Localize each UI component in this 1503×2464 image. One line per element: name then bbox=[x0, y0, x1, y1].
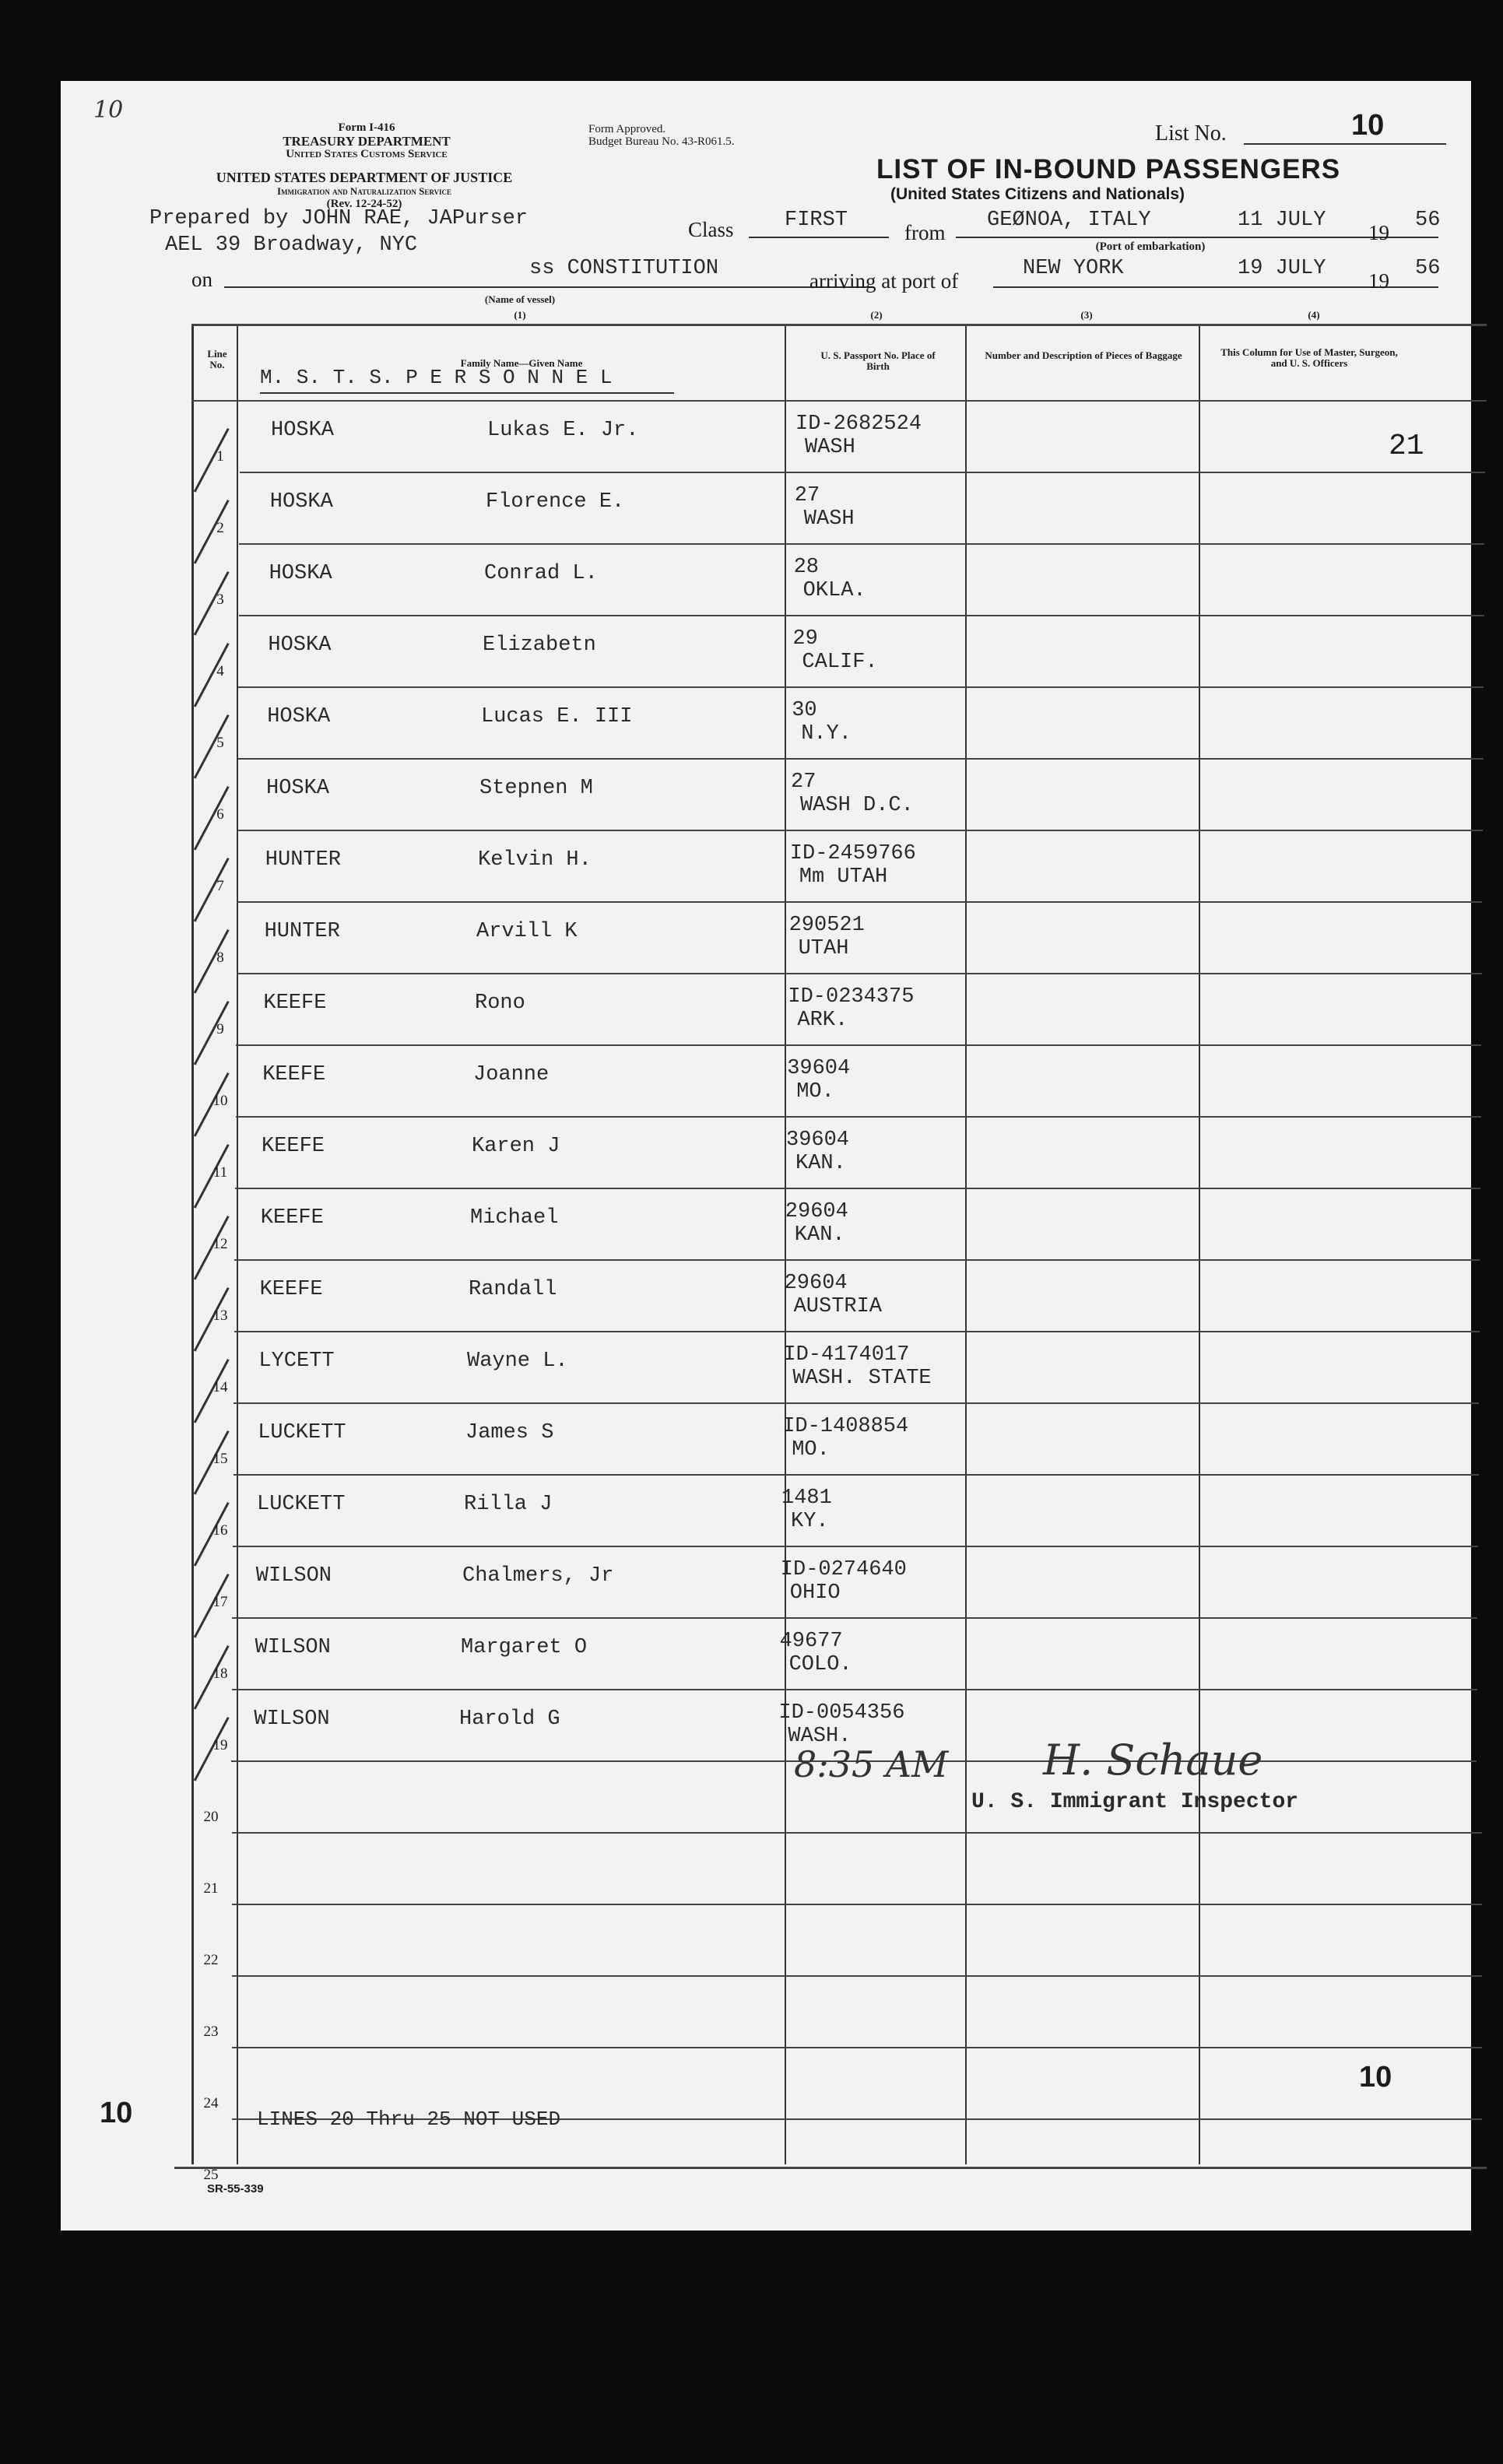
family-name: KEEFE bbox=[262, 1135, 325, 1158]
birthplace: KY. bbox=[791, 1510, 829, 1533]
approved-label: Form Approved. bbox=[588, 123, 666, 135]
line-number: 23 bbox=[203, 2023, 219, 2040]
class-label: Class bbox=[688, 218, 734, 241]
line-number: 6 bbox=[216, 806, 224, 823]
form-header-block bbox=[254, 121, 479, 161]
passport-number: ID-2459766 bbox=[789, 842, 916, 865]
line-number: 22 bbox=[203, 1952, 219, 1968]
passenger-list-sheet bbox=[61, 81, 1471, 2231]
line-number: 10 bbox=[212, 1093, 228, 1109]
passport-number: 29604 bbox=[784, 1272, 848, 1295]
birthplace: N.Y. bbox=[801, 722, 852, 746]
line-number: 15 bbox=[212, 1451, 228, 1467]
table-top-border bbox=[191, 324, 1487, 326]
list-no-label: List No. bbox=[1155, 121, 1227, 146]
passport-number: 39604 bbox=[787, 1057, 851, 1080]
inspector-title: U. S. Immigrant Inspector bbox=[971, 1790, 1299, 1814]
line-number: 21 bbox=[203, 1880, 219, 1897]
given-name: Conrad L. bbox=[484, 562, 598, 585]
row-divider bbox=[232, 1832, 1482, 1834]
birthplace: WASH bbox=[805, 436, 855, 459]
col-header-line: Line No. bbox=[207, 348, 227, 370]
family-name: KEEFE bbox=[263, 992, 327, 1015]
given-name: Kelvin H. bbox=[478, 848, 592, 872]
row-divider bbox=[235, 1188, 1480, 1189]
birthplace: MO. bbox=[792, 1438, 830, 1462]
corner-mark: 10 bbox=[93, 97, 124, 124]
page-title: LIST OF IN-BOUND PASSENGERS bbox=[876, 154, 1341, 184]
prepared-address: AEL 39 Broadway, NYC bbox=[165, 233, 418, 257]
arrival-date: 19 JULY bbox=[1238, 257, 1326, 280]
row-divider bbox=[234, 1402, 1479, 1404]
row-divider bbox=[236, 1116, 1481, 1118]
table-bottom-border bbox=[174, 2167, 1487, 2169]
lines-not-used: LINES 20 Thru 25 NOT USED bbox=[257, 2108, 561, 2131]
from-label: from bbox=[904, 221, 946, 244]
page-stamp: 10 bbox=[1359, 2061, 1392, 2094]
vessel-caption: (Name of vessel) bbox=[484, 293, 556, 305]
col3-number: (3) bbox=[1080, 309, 1093, 321]
passport-number: 1481 bbox=[781, 1486, 832, 1510]
family-name: HOSKA bbox=[269, 562, 332, 585]
row-divider bbox=[234, 1259, 1480, 1261]
row-divider bbox=[232, 2047, 1482, 2048]
row-divider bbox=[232, 1975, 1482, 1977]
col-header-officers: This Column for Use of Master, Surgeon, and U. S. Officers bbox=[1220, 346, 1398, 369]
passport-number: ID-1408854 bbox=[782, 1415, 909, 1438]
on-label: on bbox=[191, 268, 212, 291]
row-divider bbox=[232, 1904, 1482, 1905]
justice-label: UNITED STATES DEPARTMENT OF JUSTICE bbox=[216, 170, 513, 185]
row-divider bbox=[232, 1689, 1477, 1690]
row-divider bbox=[238, 686, 1484, 688]
table-name-border bbox=[785, 324, 786, 2164]
col-header-group: M. S. T. S. P E R S O N N E L bbox=[260, 366, 613, 389]
family-name: KEEFE bbox=[259, 1278, 323, 1301]
passport-number: ID-2682524 bbox=[795, 412, 922, 436]
from-value: GEØNOA, ITALY bbox=[987, 209, 1151, 232]
treasury-label: TREASURY DEPARTMENT bbox=[283, 134, 451, 149]
justice-block bbox=[201, 171, 528, 211]
row-divider bbox=[232, 1617, 1477, 1619]
family-name: LUCKETT bbox=[257, 1493, 346, 1516]
class-value: FIRST bbox=[785, 209, 848, 232]
line-number: 24 bbox=[203, 2095, 219, 2111]
arrival-year-prefix: 19 bbox=[1368, 269, 1389, 293]
side-stamp: 10 bbox=[100, 2097, 133, 2129]
group-underline bbox=[260, 392, 674, 394]
line-number: 7 bbox=[216, 878, 224, 894]
given-name: Margaret O bbox=[461, 1636, 588, 1659]
table-header-border bbox=[191, 400, 1487, 402]
family-name: HUNTER bbox=[265, 848, 342, 872]
given-name: Wayne L. bbox=[467, 1350, 568, 1373]
col-header-name: Family Name—Given Name bbox=[460, 357, 583, 369]
family-name: KEEFE bbox=[260, 1206, 324, 1230]
list-no-underline bbox=[1244, 143, 1446, 145]
given-name: Florence E. bbox=[486, 490, 625, 514]
passport-number: 28 bbox=[793, 556, 819, 579]
passport-number: 27 bbox=[794, 484, 820, 507]
family-name: HOSKA bbox=[271, 419, 335, 442]
col2-number: (2) bbox=[870, 309, 883, 321]
line-number: 18 bbox=[212, 1665, 228, 1682]
depart-year-prefix: 19 bbox=[1368, 221, 1389, 244]
col4-number: (4) bbox=[1308, 309, 1320, 321]
given-name: Joanne bbox=[473, 1063, 550, 1086]
col-header-passport: U. S. Passport No. Place of Birth bbox=[820, 349, 936, 372]
inspector-signature: H. Schaue bbox=[1043, 1736, 1263, 1785]
passport-number: ID-0054356 bbox=[778, 1701, 905, 1725]
birthplace: CALIF. bbox=[802, 651, 878, 674]
line-number: 5 bbox=[216, 735, 224, 751]
passport-number: 29604 bbox=[785, 1200, 848, 1223]
birthplace: ARK. bbox=[797, 1009, 848, 1032]
passport-number: 290521 bbox=[788, 914, 865, 937]
birthplace: COLO. bbox=[788, 1653, 852, 1676]
given-name: Michael bbox=[470, 1206, 559, 1230]
given-name: Stepnen M bbox=[479, 777, 593, 800]
family-name: HUNTER bbox=[264, 920, 340, 943]
birthplace: WASH. STATE bbox=[792, 1367, 932, 1390]
depart-date: 11 JULY bbox=[1238, 209, 1326, 232]
footer-code: SR-55-339 bbox=[207, 2182, 264, 2195]
passport-number: 49677 bbox=[779, 1630, 843, 1653]
from-underline bbox=[956, 237, 1438, 238]
birthplace: UTAH bbox=[798, 937, 849, 960]
family-name: HOSKA bbox=[269, 490, 333, 514]
row-divider bbox=[238, 758, 1484, 760]
family-name: WILSON bbox=[255, 1564, 332, 1588]
passenger-count: 21 bbox=[1389, 430, 1424, 463]
given-name: Rilla J bbox=[464, 1493, 553, 1516]
line-number: 4 bbox=[216, 663, 224, 679]
row-divider bbox=[237, 973, 1482, 974]
table-left-border bbox=[191, 324, 194, 2164]
table-linecol-border bbox=[237, 324, 238, 2164]
line-number: 13 bbox=[212, 1307, 228, 1324]
birthplace: WASH bbox=[803, 507, 855, 531]
given-name: Harold G bbox=[459, 1708, 560, 1731]
depart-year: 56 bbox=[1415, 209, 1441, 232]
passport-number: ID-0234375 bbox=[788, 985, 915, 1009]
passport-number: 39604 bbox=[786, 1128, 850, 1152]
row-divider bbox=[239, 543, 1484, 545]
row-divider bbox=[236, 1044, 1481, 1046]
port-embark-caption: (Port of embarkation) bbox=[1095, 240, 1206, 253]
line-number: 2 bbox=[216, 520, 224, 536]
ins-label: Immigration and Naturalization Service bbox=[276, 185, 452, 197]
vessel-underline bbox=[224, 286, 870, 288]
arrival-port: NEW YORK bbox=[1023, 257, 1124, 280]
arrival-year: 56 bbox=[1415, 257, 1441, 280]
row-divider bbox=[237, 901, 1482, 903]
family-name: HOSKA bbox=[266, 777, 330, 800]
given-name: Lukas E. Jr. bbox=[487, 419, 639, 442]
family-name: LYCETT bbox=[258, 1350, 335, 1373]
col-header-baggage: Number and Description of Pieces of Baggage bbox=[985, 349, 1182, 361]
col1-number: (1) bbox=[514, 309, 526, 321]
prepared-by: Prepared by JOHN RAE, JAPurser bbox=[149, 207, 529, 230]
form-approved bbox=[588, 123, 734, 148]
row-divider bbox=[234, 1331, 1480, 1332]
birthplace: KAN. bbox=[794, 1223, 845, 1247]
row-divider bbox=[234, 1474, 1479, 1476]
line-number: 3 bbox=[216, 591, 224, 608]
passport-number: 27 bbox=[791, 770, 816, 794]
given-name: Lucas E. III bbox=[481, 705, 633, 728]
given-name: Randall bbox=[469, 1278, 557, 1301]
table-baggage-border bbox=[1199, 324, 1200, 2164]
given-name: Chalmers, Jr bbox=[462, 1564, 614, 1588]
arrival-time: 8:35 AM bbox=[794, 1743, 949, 1785]
passport-number: 29 bbox=[792, 627, 818, 651]
family-name: HOSKA bbox=[267, 705, 331, 728]
family-name: LUCKETT bbox=[258, 1421, 346, 1444]
page-subtitle: (United States Citizens and Nationals) bbox=[890, 185, 1185, 203]
birthplace: AUSTRIA bbox=[793, 1295, 883, 1318]
birthplace: KAN. bbox=[795, 1152, 846, 1175]
line-number: 9 bbox=[216, 1021, 224, 1037]
table-passport-border bbox=[965, 324, 967, 2164]
line-number: 19 bbox=[212, 1737, 228, 1753]
vessel-name: ss CONSTITUTION bbox=[529, 257, 719, 280]
form-number: Form I-416 bbox=[338, 121, 395, 134]
family-name: HOSKA bbox=[268, 634, 332, 657]
line-number: 8 bbox=[216, 949, 224, 966]
family-name: KEEFE bbox=[262, 1063, 326, 1086]
birthplace: WASH D.C. bbox=[800, 794, 914, 817]
given-name: James S bbox=[465, 1421, 554, 1444]
customs-label: United States Customs Service bbox=[286, 148, 448, 160]
line-number: 25 bbox=[203, 2167, 219, 2183]
row-divider bbox=[240, 472, 1485, 473]
row-divider bbox=[237, 830, 1483, 831]
row-divider bbox=[233, 1546, 1478, 1547]
line-number: 1 bbox=[216, 448, 224, 465]
given-name: Karen J bbox=[472, 1135, 560, 1158]
passport-number: ID-4174017 bbox=[783, 1343, 910, 1367]
given-name: Arvill K bbox=[476, 920, 578, 943]
list-no-value: 10 bbox=[1351, 109, 1385, 142]
row-divider bbox=[239, 615, 1484, 616]
line-number: 17 bbox=[212, 1594, 228, 1610]
birthplace: MO. bbox=[796, 1080, 834, 1104]
arriving-label: arriving at port of bbox=[809, 269, 959, 293]
passport-number: ID-0274640 bbox=[780, 1558, 907, 1581]
family-name: WILSON bbox=[255, 1636, 331, 1659]
line-number: 20 bbox=[203, 1809, 219, 1825]
passport-number: 30 bbox=[792, 699, 817, 722]
line-number: 14 bbox=[212, 1379, 228, 1395]
line-number: 12 bbox=[212, 1236, 228, 1252]
given-name: Rono bbox=[475, 992, 525, 1015]
revision-label: (Rev. 12-24-52) bbox=[326, 198, 402, 210]
birthplace: Mm UTAH bbox=[799, 865, 888, 889]
given-name: Elizabetn bbox=[483, 634, 596, 657]
class-underline bbox=[749, 237, 889, 238]
budget-label: Budget Bureau No. 43-R061.5. bbox=[588, 135, 735, 148]
line-number: 11 bbox=[212, 1164, 228, 1181]
birthplace: OHIO bbox=[789, 1581, 841, 1605]
birthplace: OKLA. bbox=[802, 579, 866, 602]
line-number: 16 bbox=[212, 1522, 228, 1539]
birthplace: WASH. bbox=[788, 1725, 852, 1748]
family-name: WILSON bbox=[254, 1708, 330, 1731]
